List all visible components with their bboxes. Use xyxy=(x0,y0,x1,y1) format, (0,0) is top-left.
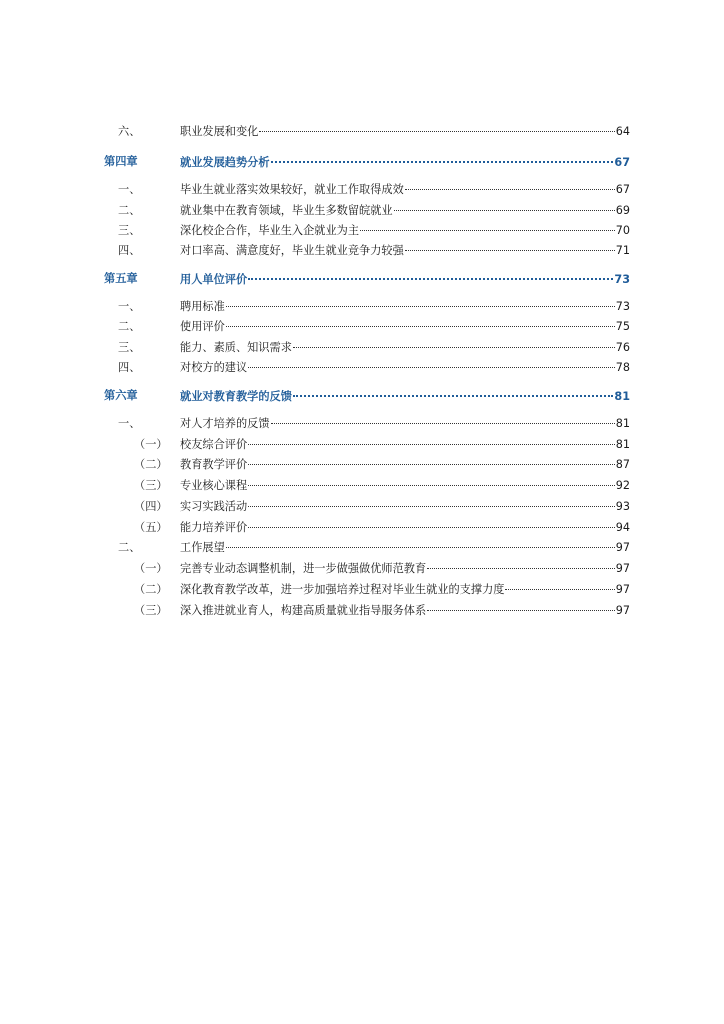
dot-leader xyxy=(259,119,614,132)
page-number: 94 xyxy=(615,521,630,534)
dot-leader xyxy=(248,355,615,368)
subsection-title: 实习实践活动 xyxy=(180,500,248,513)
subsection-number: （三） xyxy=(134,479,168,492)
dot-leader xyxy=(405,238,615,251)
dot-leader xyxy=(271,411,615,424)
toc-chapter-entry[interactable] xyxy=(104,386,630,406)
page-number: 64 xyxy=(615,125,630,138)
section-number: 一、 xyxy=(118,300,141,313)
section-number: 二、 xyxy=(118,320,141,333)
page-number: 71 xyxy=(615,244,630,257)
toc-subentry[interactable] xyxy=(104,601,630,621)
dot-leader xyxy=(360,218,615,231)
section-number: 二、 xyxy=(118,541,141,554)
dot-leader xyxy=(505,577,614,590)
section-number: 一、 xyxy=(118,183,141,196)
dot-leader xyxy=(271,149,614,163)
subsection-title: 深入推进就业育人，构建高质量就业指导服务体系 xyxy=(180,604,427,617)
toc-entry[interactable] xyxy=(104,414,630,434)
page-number: 97 xyxy=(615,583,630,596)
dot-leader xyxy=(248,266,613,280)
section-title: 毕业生就业落实效果较好，就业工作取得成效 xyxy=(180,183,404,196)
dot-leader xyxy=(248,452,615,465)
section-number: 三、 xyxy=(118,341,141,354)
page-number: 97 xyxy=(615,562,630,575)
toc-subentry[interactable] xyxy=(104,580,630,600)
dot-leader xyxy=(427,598,615,611)
section-title: 深化校企合作，毕业生入企就业为主 xyxy=(180,224,360,237)
section-title: 对口率高、满意度好，毕业生就业竞争力较强 xyxy=(180,244,404,257)
section-title: 能力、素质、知识需求 xyxy=(180,341,292,354)
dot-leader xyxy=(248,515,615,528)
page-number: 75 xyxy=(615,320,630,333)
page-number: 81 xyxy=(615,417,630,430)
dot-leader xyxy=(293,383,614,397)
subsection-number: （二） xyxy=(134,458,168,471)
chapter-title: 就业发展趋势分析 xyxy=(180,156,270,169)
chapter-title: 就业对教育教学的反馈 xyxy=(180,390,292,403)
section-number: 四、 xyxy=(118,244,141,257)
subsection-number: （一） xyxy=(134,562,168,575)
chapter-number: 第五章 xyxy=(104,272,138,285)
dot-leader xyxy=(394,198,615,211)
page-number: 92 xyxy=(615,479,630,492)
page-number: 81 xyxy=(614,390,630,403)
subsection-title: 教育教学评价 xyxy=(180,458,248,471)
section-title: 对校方的建议 xyxy=(180,361,248,374)
subsection-title: 深化教育教学改革，进一步加强培养过程对毕业生就业的支撑力度 xyxy=(180,583,505,596)
page-number: 93 xyxy=(615,500,630,513)
toc-entry[interactable] xyxy=(104,241,630,261)
page-number: 76 xyxy=(615,341,630,354)
page-number: 70 xyxy=(615,224,630,237)
dot-leader xyxy=(405,177,615,190)
dot-leader xyxy=(427,556,615,569)
page-number: 78 xyxy=(615,361,630,374)
section-title: 工作展望 xyxy=(180,541,225,554)
page-number: 67 xyxy=(614,156,630,169)
subsection-title: 完善专业动态调整机制，进一步做强做优师范教育 xyxy=(180,562,427,575)
section-number: 四、 xyxy=(118,361,141,374)
subsection-title: 能力培养评价 xyxy=(180,521,248,534)
section-number: 三、 xyxy=(118,224,141,237)
toc-subentry[interactable] xyxy=(104,497,630,517)
section-title: 使用评价 xyxy=(180,320,225,333)
toc-subentry[interactable] xyxy=(104,559,630,579)
page-number: 97 xyxy=(615,541,630,554)
dot-leader xyxy=(248,473,615,486)
section-title: 职业发展和变化 xyxy=(180,125,259,138)
toc-subentry[interactable] xyxy=(104,455,630,475)
subsection-number: （二） xyxy=(134,583,168,596)
page-number: 73 xyxy=(614,273,630,286)
page-number: 67 xyxy=(615,183,630,196)
chapter-number: 第六章 xyxy=(104,389,138,402)
page-number: 81 xyxy=(615,438,630,451)
section-number: 一、 xyxy=(118,417,141,430)
section-title: 对人才培养的反馈 xyxy=(180,417,270,430)
dot-leader xyxy=(248,432,615,445)
dot-leader xyxy=(248,494,615,507)
page-number: 69 xyxy=(615,204,630,217)
chapter-number: 第四章 xyxy=(104,155,138,168)
subsection-number: （五） xyxy=(134,521,168,534)
subsection-title: 专业核心课程 xyxy=(180,479,248,492)
dot-leader xyxy=(226,294,615,307)
section-title: 聘用标准 xyxy=(180,300,225,313)
section-number: 六、 xyxy=(118,125,141,138)
subsection-number: （四） xyxy=(134,500,168,513)
toc-chapter-entry[interactable] xyxy=(104,152,630,172)
toc-subentry[interactable] xyxy=(104,476,630,496)
dot-leader xyxy=(226,314,615,327)
page-number: 87 xyxy=(615,458,630,471)
dot-leader xyxy=(226,535,615,548)
toc-entry[interactable] xyxy=(104,180,630,200)
dot-leader xyxy=(293,335,615,348)
toc-entry[interactable] xyxy=(104,538,630,558)
section-title: 就业集中在教育领域，毕业生多数留皖就业 xyxy=(180,204,393,217)
section-number: 二、 xyxy=(118,204,141,217)
page-number: 73 xyxy=(615,300,630,313)
page-number: 97 xyxy=(615,604,630,617)
subsection-title: 校友综合评价 xyxy=(180,438,248,451)
subsection-number: （一） xyxy=(134,438,168,451)
toc-chapter-entry[interactable] xyxy=(104,269,630,289)
toc-entry[interactable] xyxy=(104,317,630,337)
chapter-title: 用人单位评价 xyxy=(180,273,248,286)
subsection-number: （三） xyxy=(134,604,168,617)
toc-entry[interactable] xyxy=(104,358,630,378)
toc-entry[interactable] xyxy=(104,122,630,142)
